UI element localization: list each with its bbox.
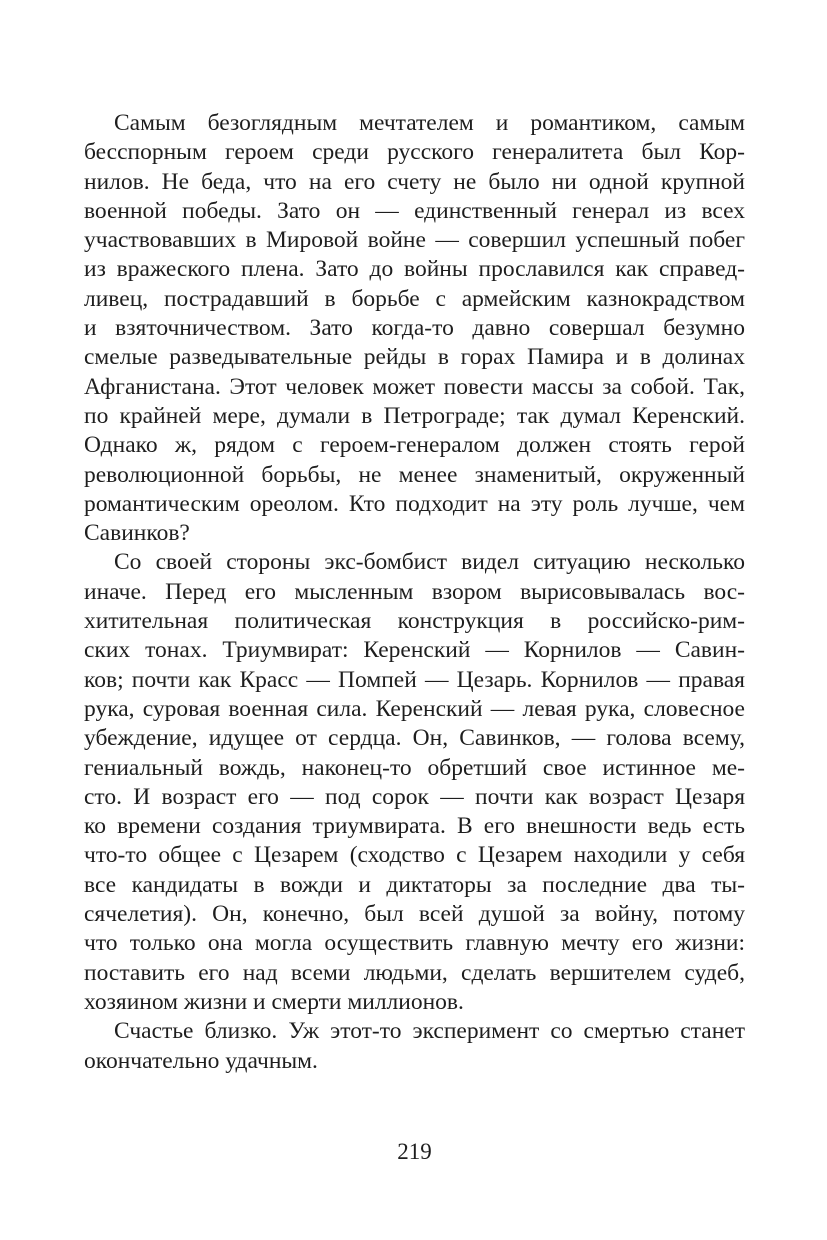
text-line: иначе. Перед его мысленным взором вырисовывалась вос- bbox=[84, 578, 745, 605]
text-line: Со своей стороны экс-бомбист видел ситуацию несколько bbox=[114, 549, 745, 576]
text-line: Афганистана. Этот человек может повести массы за собой. Так, bbox=[84, 373, 745, 400]
text-line: бесспорным героем среди русского генералитета был Кор- bbox=[84, 139, 745, 166]
text-line: хозяином жизни и смерти миллионов. bbox=[84, 988, 464, 1015]
text-line: из вражеского плена. Зато до войны прославился как справед- bbox=[84, 256, 745, 283]
text-line: по крайней мере, думали в Петрограде; так думал Керенский. bbox=[84, 402, 745, 429]
text-line: Счастье близко. Уж этот-то эксперимент со смертью станет bbox=[114, 1018, 745, 1045]
paragraph bbox=[84, 1017, 745, 1076]
paragraph bbox=[84, 548, 745, 1017]
text-line: участвовавших в Мировой войне — совершил успешный побег bbox=[84, 227, 745, 254]
text-line: военной победы. Зато он — единственный генерал из всех bbox=[84, 197, 745, 224]
page-number: 219 bbox=[397, 1139, 432, 1164]
text-block bbox=[84, 109, 745, 1076]
text-line: все кандидаты в вожди и диктаторы за последние два ты- bbox=[84, 871, 745, 898]
text-line: рука, суровая военная сила. Керенский — левая рука, словесное bbox=[84, 695, 745, 722]
text-line: что-то общее с Цезарем (сходство с Цезарем находили у себя bbox=[84, 842, 745, 869]
text-line: романтическим ореолом. Кто подходит на эту роль лучше, чем bbox=[84, 490, 745, 517]
text-line: смелые разведывательные рейды в горах Памира и в долинах bbox=[84, 344, 745, 371]
text-line: ливец, пострадавший в борьбе с армейским казнокрадством bbox=[84, 285, 745, 312]
text-line: убеждение, идущее от сердца. Он, Савинков, — голова всему, bbox=[84, 725, 745, 752]
text-line: Самым безоглядным мечтателем и романтиком, самым bbox=[114, 110, 745, 136]
text-line: гениальный вождь, наконец-то обретший свое истинное ме- bbox=[84, 754, 745, 781]
text-line: ских тонах. Триумвират: Керенский — Корнилов — Савин- bbox=[84, 637, 745, 664]
text-line: сто. И возраст его — под сорок — почти как возраст Цезаря bbox=[84, 783, 745, 810]
text-line: сячелетия). Он, конечно, был всей душой за войну, потому bbox=[84, 901, 745, 928]
text-line: ков; почти как Красс — Помпей — Цезарь. Корнилов — правая bbox=[84, 666, 745, 693]
text-line: хитительная политическая конструкция в российско-рим- bbox=[84, 608, 745, 635]
text-line: Савинков? bbox=[84, 520, 190, 547]
text-line: Однако ж, рядом с героем-генералом должен стоять герой bbox=[84, 432, 745, 459]
text-line: ко времени создания триумвирата. В его внешности ведь есть bbox=[84, 813, 745, 840]
text-line: что только она могла осуществить главную мечту его жизни: bbox=[84, 930, 745, 957]
text-line: революционной борьбы, не менее знаменитый, окруженный bbox=[84, 461, 745, 488]
text-line: и взяточничеством. Зато когда-то давно совершал безумно bbox=[84, 315, 745, 342]
text-line: окончательно удачным. bbox=[84, 1047, 318, 1074]
text-line: нилов. Не беда, что на его счету не было ни одной крупной bbox=[84, 168, 745, 195]
paragraph bbox=[84, 109, 745, 548]
text-line: поставить его над всеми людьми, сделать вершителем судеб, bbox=[84, 959, 745, 986]
